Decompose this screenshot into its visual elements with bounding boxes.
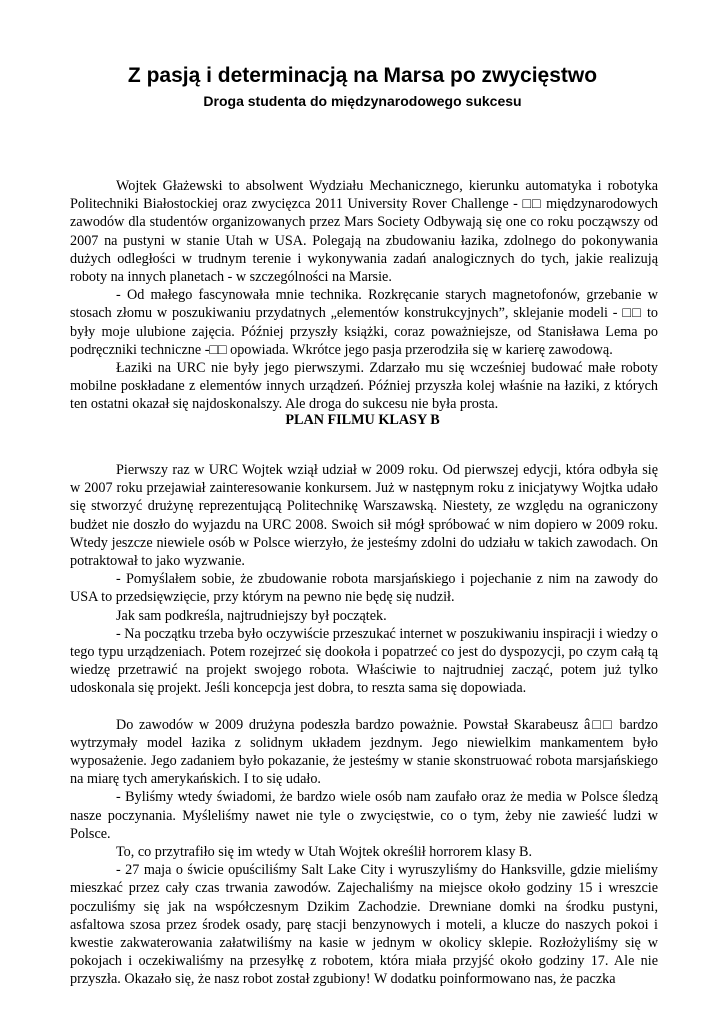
intro-section bbox=[70, 177, 658, 414]
paragraph: To, co przytrafiło się im wtedy w Utah Wojtek określił horrorem klasy B. bbox=[116, 844, 533, 861]
paragraph: - Od małego fascynowała mnie technika. Rozkręcanie starych magnetofonów, grzebanie w stosach złomu w poszukiwaniu przydatnych „elementów konstrukcyjnych”, sklejanie modeli - □□ to były moje ulubione zajęcia. Później przyszły książki, coraz poważniejsze, od Stanisława Lema po podręczniki techniczne -□□ opowiada. Wkrótce jego pasja przerodziła się w karierę zawodową. bbox=[70, 287, 658, 358]
section-heading: PLAN FILMU KLASY B bbox=[285, 412, 440, 428]
paragraph: Jak sam podkreśla, najtrudniejszy był początek. bbox=[116, 607, 387, 624]
paragraph: - 27 maja o świcie opuściliśmy Salt Lake City i wyruszyliśmy do Hanksville, gdzie mieliśmy mieszkać przez cały czas trwania zawodów. Zajechaliśmy na miejsce około godziny 15 i wreszcie poczuliśmy się jak na współczesnym Dzikim Zachodzie. Drewniane domki na środku pustyni, asfaltowa szosa przez środek osady, parę stacji benzynowych i moteli, a klucze do naszych pokoi i kwestie zakwaterowania załatwiliśmy na kasie w jednym w okolicy sklepie. Rozłożyliśmy się w pokojach i oczekiwaliśmy na przesyłkę z robotem, która miała przyjść około godziny 17. Ale nie przyszła. Okazało się, że nasz robot został zgubiony! W dodatku poinformowano nas, że paczka bbox=[70, 862, 658, 988]
paragraph: - Byliśmy wtedy świadomi, że bardzo wiele osób nam zaufało oraz że media w Polsce śledzą nasze poczynania. Myśleliśmy nawet nie tyle o zwycięstwie, co o tym, żeby nie zawieść ludzi w Polsce. bbox=[70, 789, 658, 842]
paragraph: Do zawodów w 2009 drużyna podeszła bardzo poważnie. Powstał Skarabeusz â□□ bardzo wytrzymały model łazika z solidnym układem jezdnym. Jego niewielkim mankamentem było wyposażenie. Jego zadaniem było pokazanie, że jesteśmy w stanie skonstruować robota marsjańskiego na miarę tych amerykańskich. I to się udało. bbox=[70, 716, 658, 788]
paragraph: Wojtek Głażewski to absolwent Wydziału Mechanicznego, kierunku automatyka i robotyka Politechniki Białostockiej oraz zwycięzca 2011 University Rover Challenge - □□ międzynarodowych zawodów dla studentów organizowanych przez Mars Society Odbywają się one co roku począwszy od 2007 na pustyni w stanie Utah w USA. Polegają na zbudowaniu łazika, zdolnego do pokonywania dużych odległości w trudnym terenie i wykonywania zadań analogicznych do tych, jakie realizują roboty na innych planetach - w szczególności na Marsie. bbox=[70, 178, 658, 286]
paragraph: Pierwszy raz w URC Wojtek wziął udział w 2009 roku. Od pierwszej edycji, która odbyła się w 2007 roku przejawiał zainteresowanie konkursem. Już w następnym roku z inicjatywy Wojtka udało się stworzyć drużynę reprezentującą Politechnikę Warszawską. Niestety, ze względu na ograniczony budżet nie doszło do wyjazdu na URC 2008. Swoich sił mógł spróbować w nim dopiero w 2009 roku. Wtedy jeszcze niewiele osób w Polsce wierzyło, że jesteśmy zdolni do udziału w takich zawodach. On potraktował to jako wyzwanie. bbox=[70, 462, 658, 570]
document-subtitle: Droga studenta do międzynarodowego sukcesu bbox=[203, 93, 522, 109]
paragraph: Łaziki na URC nie były jego pierwszymi. Zdarzało mu się wcześniej budować małe roboty mobilne poskładane z elementów innych urządzeń. Później przyszła kolej właśnie na łaziki, z których ten ostatni okazał się najdoskonalszy. Ale droga do sukcesu nie była prosta. bbox=[70, 360, 658, 413]
paragraph: - Pomyślałem sobie, że zbudowanie robota marsjańskiego i pojechanie z nim na zawody do USA to przedsięwzięcie, przy którym na pewno nie będę się nudził. bbox=[70, 571, 658, 606]
main-section bbox=[70, 461, 658, 989]
paragraph-gap bbox=[70, 698, 658, 716]
paragraph: - Na początku trzeba było oczywiście przeszukać internet w poszukiwaniu inspiracji i wiedzy o tego typu urządzeniach. Potem rozejrzeć się dookoła i popatrzeć co jest do dyspozycji, po czym całą tą wiedzę przetrawić na projekt swojego robota. Właściwie to najtrudniej zacząć, potem już tylko udoskonala się projekt. Jeśli koncepcja jest dobra, to reszta sama się dopowiada. bbox=[70, 625, 658, 697]
document-title: Z pasją i determinacją na Marsa po zwycięstwo bbox=[127, 64, 598, 87]
